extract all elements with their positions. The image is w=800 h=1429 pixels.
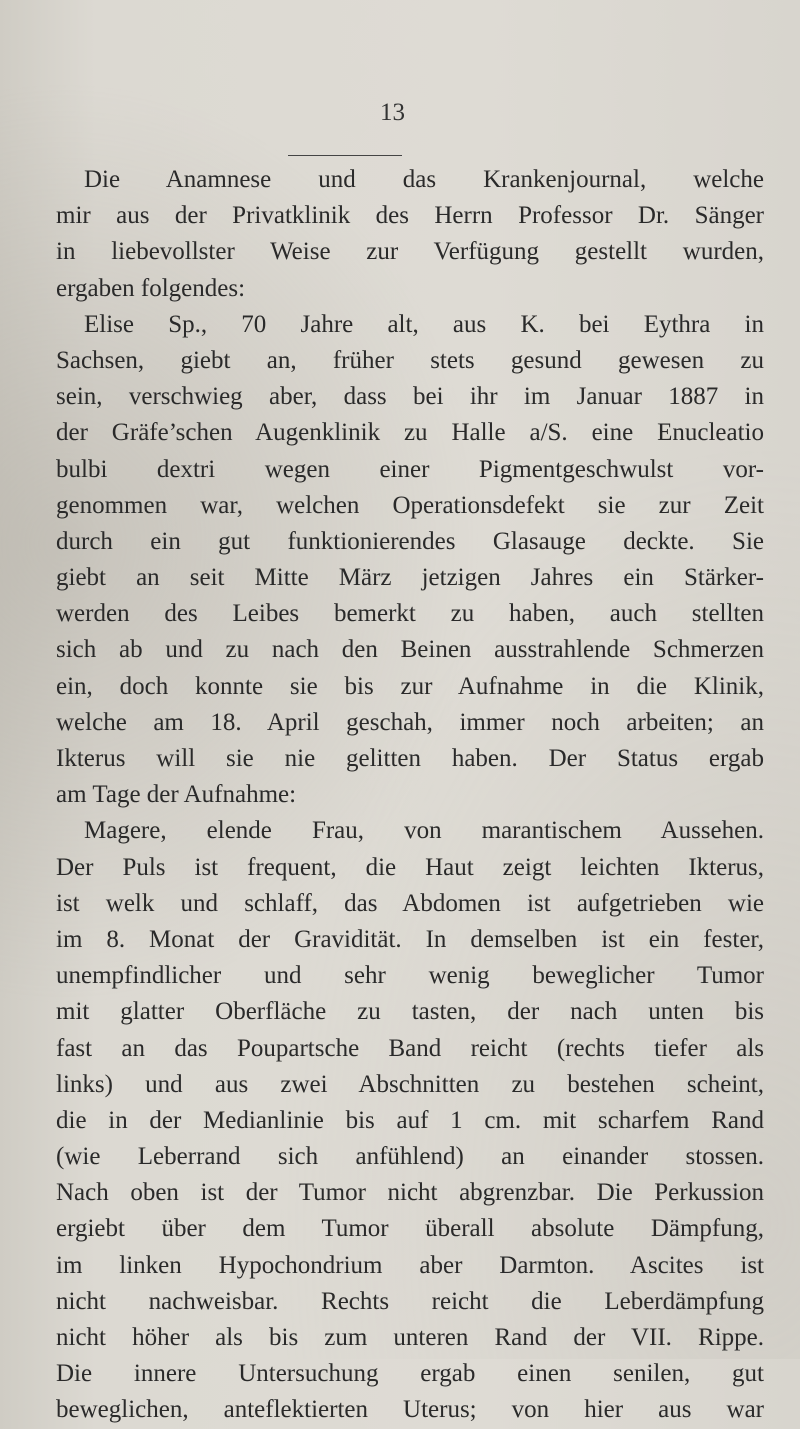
text-line: mir aus der Privatklinik des Herrn Professor Dr. Sänger [56,202,764,230]
body-text [56,162,764,1429]
text-line: ist welk und schlaff, das Abdomen ist aufgetrieben wie [56,889,764,917]
text-line: (wie Leberrand sich anfühlend) an einander stossen. [56,1143,764,1171]
text-line: in liebevollster Weise zur Verfügung gestellt wurden, [56,238,764,266]
text-line: fast an das Poupartsche Band reicht (rechts tiefer als [56,1034,764,1062]
text-line: welche am 18. April geschah, immer noch arbeiten; an [56,708,764,736]
text-line: werden des Leibes bemerkt zu haben, auch stellten [56,600,764,628]
text-line: unempfindlicher und sehr wenig beweglicher Tumor [56,962,764,990]
text-line: Die innere Untersuchung ergab einen senilen, gut [56,1360,764,1388]
text-line: nicht höher als bis zum unteren Rand der VII. Rippe. [56,1324,764,1351]
text-line: ergaben folgendes: [56,274,246,302]
text-line: giebt an seit Mitte März jetzigen Jahres ein Stärker- [56,564,764,592]
text-line: nicht nachweisbar. Rechts reicht die Leberdämpfung [56,1287,764,1315]
text-line: genommen war, welchen Operationsdefekt sie zur Zeit [56,491,764,519]
text-line: mit glatter Oberfläche zu tasten, der nach unten bis [56,998,764,1026]
text-line: sein, verschwieg aber, dass bei ihr im Januar 1887 in [56,383,764,411]
text-line: die in der Medianlinie bis auf 1 cm. mit scharfem Rand [56,1106,764,1134]
text-line: Sachsen, giebt an, früher stets gesund gewesen zu [56,346,764,374]
text-line: sich ab und zu nach den Beinen ausstrahlende Schmerzen [56,636,764,664]
text-line: Ikterus will sie nie gelitten haben. Der Status ergab [56,745,764,772]
page-number: 13 [380,99,405,126]
text-line: am Tage der Aufnahme: [56,781,297,809]
header-rule [288,155,402,156]
text-line: im linken Hypochondrium aber Darmton. Ascites ist [56,1251,764,1279]
text-line: im 8. Monat der Gravidität. In demselben ist ein fester, [56,925,764,953]
text-line: Nach oben ist der Tumor nicht abgrenzbar. Die Perkussion [56,1179,764,1207]
text-line: Elise Sp., 70 Jahre alt, aus K. bei Eythra in [84,310,764,338]
text-line: ein, doch konnte sie bis zur Aufnahme in die Klinik, [56,672,764,700]
text-line: beweglichen, anteflektierten Uterus; von hier aus war [56,1396,764,1424]
text-line: ergiebt über dem Tumor überall absolute Dämpfung, [56,1215,764,1243]
text-line: Magere, elende Frau, von marantischem Aussehen. [84,817,764,845]
text-line: bulbi dextri wegen einer Pigmentgeschwulst vor- [56,455,764,483]
text-line: der Gräfe’schen Augenklinik zu Halle a/S. eine Enucleatio [56,419,764,447]
text-line: Die Anamnese und das Krankenjournal, welche [84,166,764,193]
text-line: links) und aus zwei Abschnitten zu bestehen scheint, [56,1070,764,1098]
text-line: durch ein gut funktionierendes Glasauge deckte. Sie [56,527,764,555]
text-line: Der Puls ist frequent, die Haut zeigt leichten Ikterus, [56,853,764,881]
